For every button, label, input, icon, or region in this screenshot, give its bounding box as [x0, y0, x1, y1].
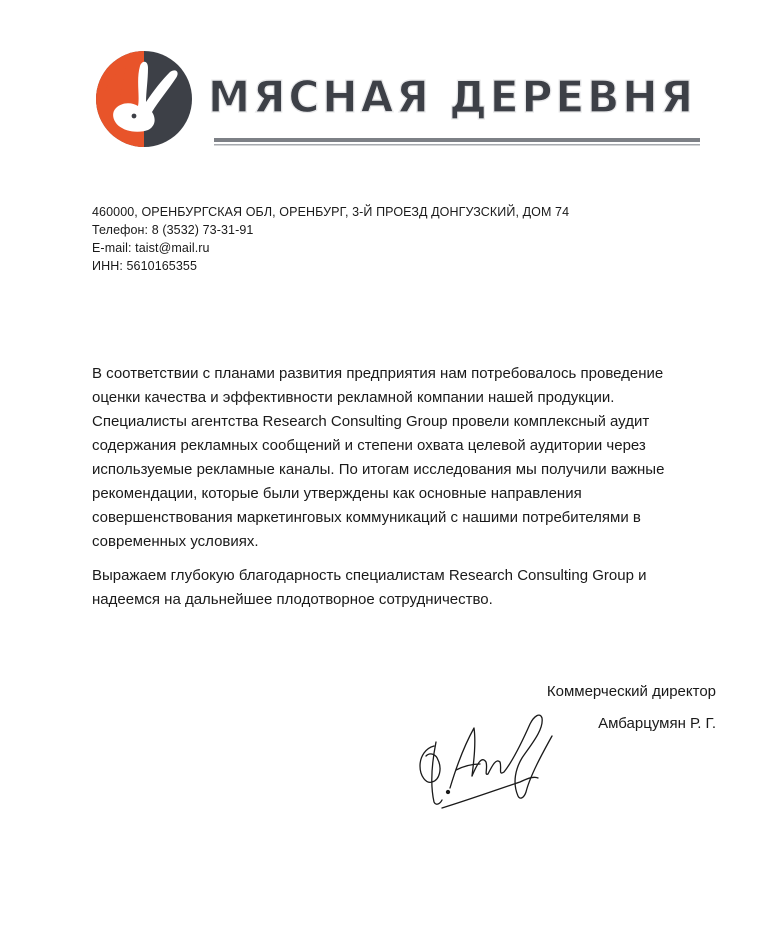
- signatory-title: Коммерческий директор: [546, 683, 716, 700]
- phone-line: Телефон: 8 (3532) 73-31-91: [92, 223, 254, 237]
- handwritten-signature: [412, 706, 562, 816]
- company-name: МЯСНАЯ ДЕРЕВНЯ: [208, 72, 696, 123]
- letter-body: [92, 362, 708, 622]
- body-paragraph: Выражаем глубокую благодарность специалистам Research Consulting Group и надеемся на дальнейшее плодотворное сотрудничество.: [92, 567, 647, 608]
- rabbit-icon: [96, 51, 192, 147]
- body-paragraph: В соответствии с планами развития предприятия нам потребовалось проведение оценки качества и эффективности рекламной компании нашей продукции. Специалисты агентства Research Consulting Group провели комплексный аудит содержания рекламных сообщений и степени охвата целевой аудитории через используемые рекламные каналы. По итогам исследования мы получили важные рекомендации, которые были утверждены как основные направления совершенствования маркетинговых коммуникаций с нашими потребителями в современных условиях.: [92, 365, 665, 550]
- signatory-name: Амбарцумян Р. Г.: [598, 715, 716, 732]
- company-logo: [96, 50, 706, 152]
- address-block: [92, 203, 569, 275]
- inn-line: ИНН: 5610165355: [92, 259, 198, 273]
- address-line: 460000, ОРЕНБУРГСКАЯ ОБЛ, ОРЕНБУРГ, 3-Й ПРОЕЗД ДОНГУЗСКИЙ, ДОМ 74: [92, 205, 570, 219]
- email-line: E-mail: taist@mail.ru: [92, 241, 210, 255]
